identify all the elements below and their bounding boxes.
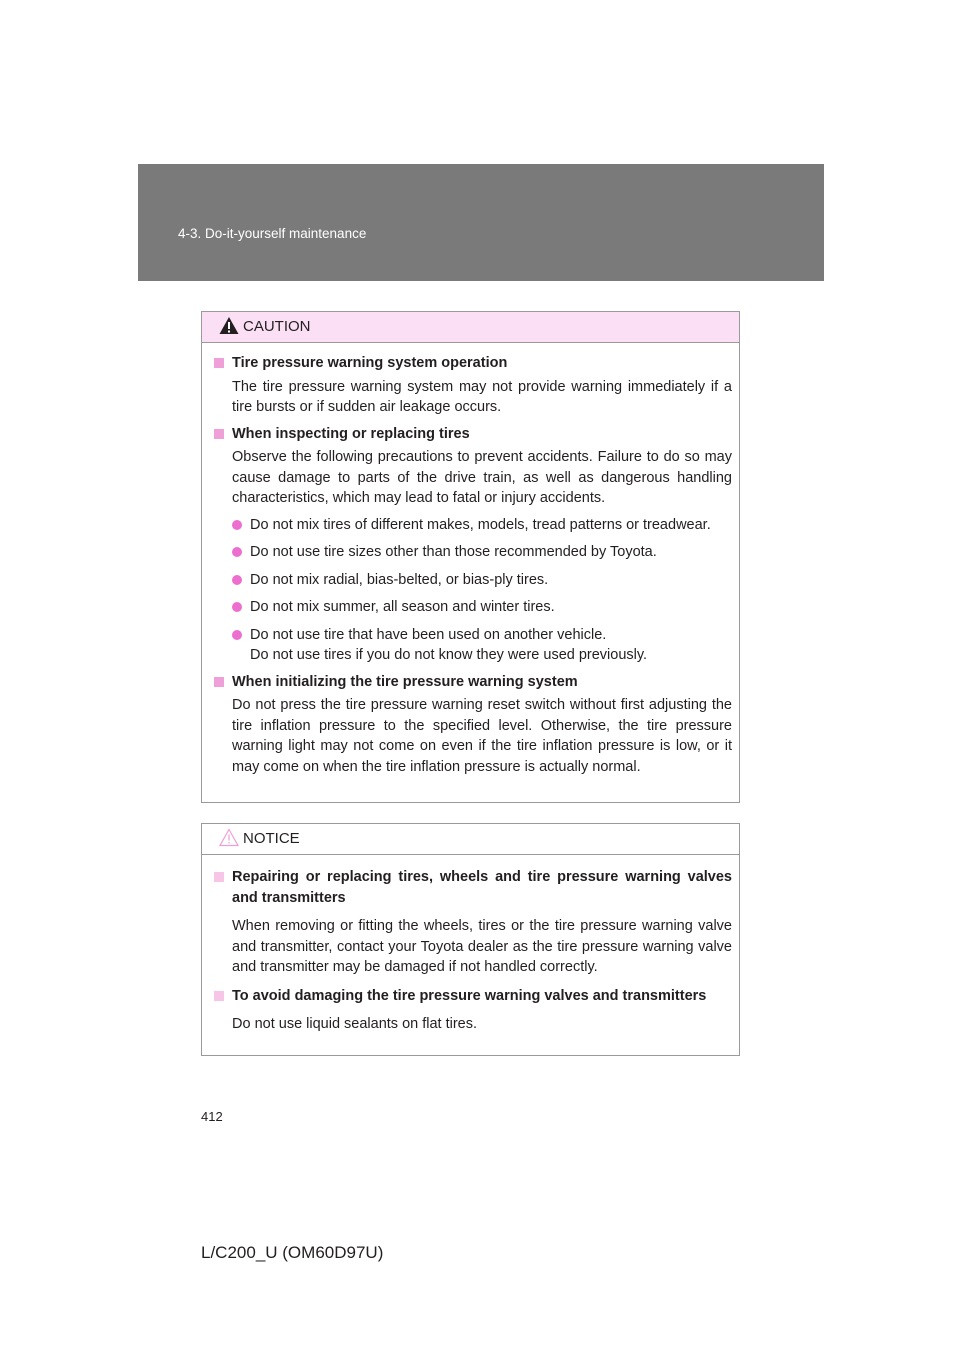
list-item: [232, 542, 732, 563]
caution-header: [202, 312, 739, 343]
warning-triangle-icon: [219, 316, 239, 335]
item-text: Do not press the tire pressure warning reset switch without first adjusting the tire inflation pressure to the specified level. Otherwise, the tire pressure warning light may not come on even if the tire inflation pressure is low, or it may come on when the tire inflation pressure is actually normal.: [232, 697, 732, 775]
bullet-text: Do not use tire that have been used on another vehicle.: [250, 626, 607, 643]
section-label: 4-3. Do-it-yourself maintenance: [178, 226, 367, 241]
circle-bullet-icon: [232, 547, 242, 557]
square-bullet-icon: [214, 677, 224, 687]
item-text: The tire pressure warning system may not provide warning immediately if a tire bursts or if sudden air leakage occurs.: [232, 378, 732, 415]
item-title-text: To avoid damaging the tire pressure warning valves and transmitters: [232, 987, 707, 1004]
item-text: Do not use liquid sealants on flat tires.: [232, 1016, 478, 1032]
circle-bullet-icon: [232, 575, 242, 585]
caution-item: [214, 424, 732, 666]
square-bullet-icon: [214, 872, 224, 882]
bullet-text: Do not mix summer, all season and winter tires.: [250, 599, 555, 615]
bullet-text: Do not mix tires of different makes, models, tread patterns or treadwear.: [250, 516, 711, 533]
square-bullet-icon: [214, 429, 224, 439]
item-title-text: When inspecting or replacing tires: [232, 425, 470, 442]
notice-item: [214, 986, 732, 1035]
caution-item: [214, 353, 732, 418]
bullet-text: Do not mix radial, bias-belted, or bias-ply tires.: [250, 571, 549, 588]
notice-item: [214, 867, 732, 978]
list-item: [232, 515, 732, 536]
notice-body: [202, 855, 739, 1035]
caution-title: CAUTION: [243, 318, 311, 335]
item-title: [214, 424, 732, 445]
header-band: [138, 164, 824, 281]
page-number: 412: [201, 1109, 223, 1124]
square-bullet-icon: [214, 991, 224, 1001]
caution-box: [201, 311, 740, 803]
item-text: When removing or fitting the wheels, tires or the tire pressure warning valve and transmitter, contact your Toyota dealer as the tire pressure warning valve and transmitter may be damaged if not handled correctly.: [232, 918, 732, 975]
item-title-text: Tire pressure warning system operation: [232, 355, 508, 371]
notice-box: [201, 823, 740, 1056]
item-title: [214, 867, 732, 908]
item-title-text: When initializing the tire pressure warning system: [232, 673, 578, 690]
item-title: [214, 672, 732, 693]
list-item: [232, 625, 732, 666]
item-text: Observe the following precautions to prevent accidents. Failure to do so may cause damage to parts of the drive train, as well as dangerous handling characteristics, which may lead to fatal or injury accidents.: [232, 449, 732, 506]
item-title: [214, 353, 732, 374]
notice-title: NOTICE: [243, 830, 300, 847]
item-title: [214, 986, 732, 1007]
document-code: L/C200_U (OM60D97U): [201, 1243, 384, 1262]
item-title-text: Repairing or replacing tires, wheels and tire pressure warning valves and transmitters: [232, 869, 732, 906]
bullet-text: Do not use tire sizes other than those recommended by Toyota.: [250, 544, 657, 560]
square-bullet-icon: [214, 358, 224, 368]
warning-outline-icon: [219, 828, 239, 847]
circle-bullet-icon: [232, 520, 242, 530]
list-item: [232, 570, 732, 591]
list-item: [232, 597, 732, 618]
bullet-text: Do not use tires if you do not know they were used previously.: [250, 647, 648, 663]
circle-bullet-icon: [232, 602, 242, 612]
caution-body: [202, 343, 739, 777]
caution-item: [214, 672, 732, 778]
circle-bullet-icon: [232, 630, 242, 640]
notice-header: [202, 824, 739, 855]
